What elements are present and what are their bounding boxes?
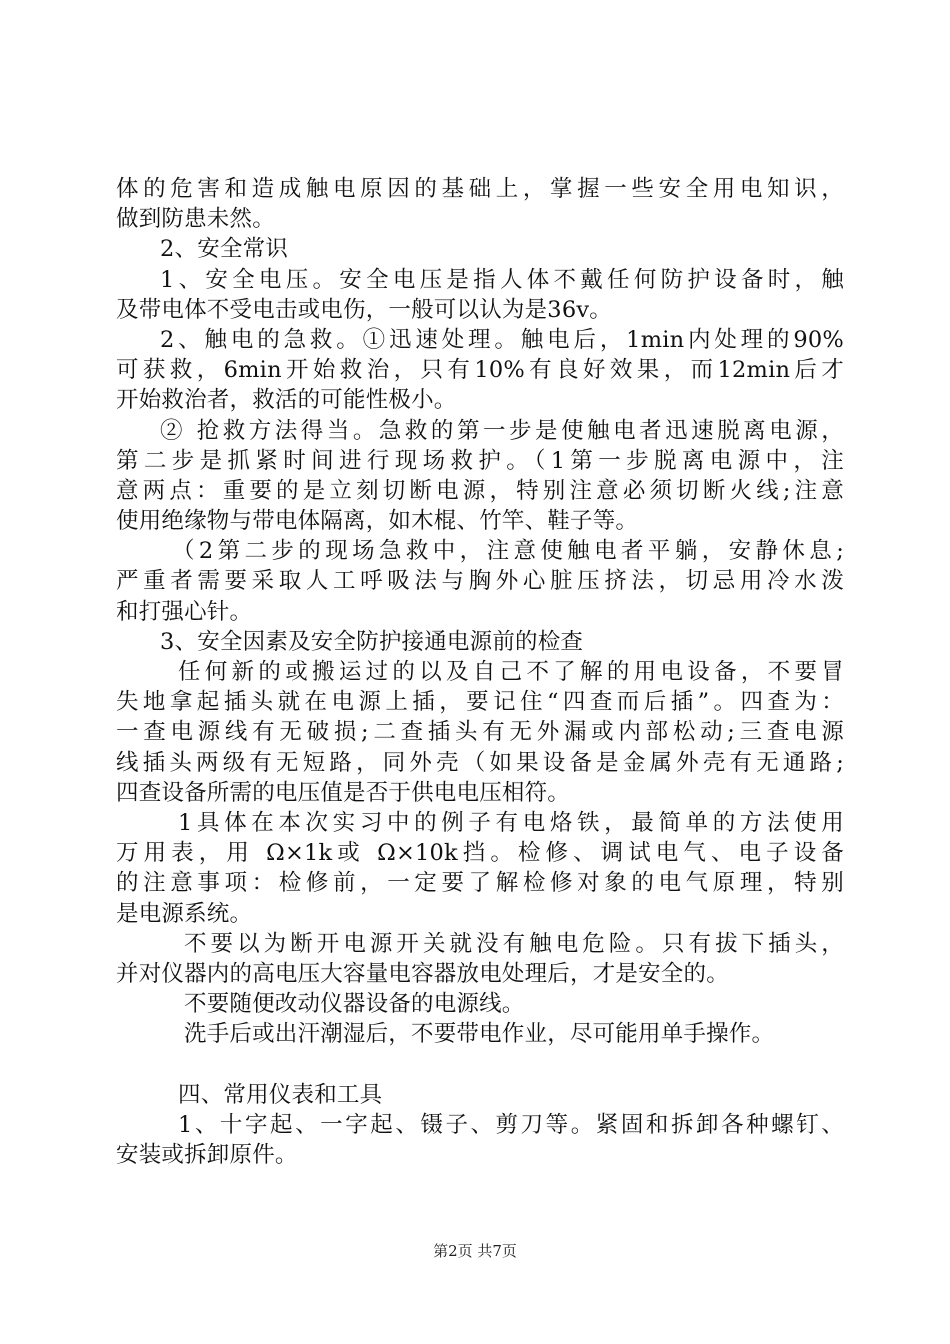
text-line: 线插头两级有无短路，同外壳（如果设备是金属外壳有无通路; [116,749,844,776]
text-line: 不要以为断开电源开关就没有触电危险。只有拔下插头， [184,930,844,957]
text-line: 一查电源线有无破损;二查插头有无外漏或内部松动;三查电源 [116,719,844,746]
text-line: 开始救治者，救活的可能性极小。 [116,387,457,414]
section-heading: 四、常用仪表和工具 [178,1081,383,1108]
text-line: （2第二步的现场急救中，注意使触电者平躺，安静休息; [172,538,844,565]
text-line: 做到防患未然。 [116,206,275,233]
text-line: 失地拿起插头就在电源上插，要记住“四查而后插”。四查为： [116,689,844,716]
text-line: 洗手后或出汗潮湿后，不要带电作业，尽可能用单手操作。 [184,1021,775,1048]
document-body [116,174,844,1170]
text-line: ② 抢救方法得当。急救的第一步是使触电者迅速脱离电源， [160,417,844,444]
text-line: 体的危害和造成触电原因的基础上，掌握一些安全用电知识， [116,176,844,202]
page-number: 第2页 共7页 [433,1242,517,1260]
text-line: 严重者需要采取人工呼吸法与胸外心脏压挤法，切忌用冷水泼 [116,568,844,595]
text-line: 万用表，用 Ω×1k或 Ω×10k挡。检修、调试电气、电子设备 [116,840,844,867]
text-line: 1具体在本次实习中的例子有电烙铁，最简单的方法使用 [178,809,844,836]
text-line: 并对仪器内的高电压大容量电容器放电处理后，才是安全的。 [116,960,729,987]
text-line: 第二步是抓紧时间进行现场救护。（1第一步脱离电源中，注 [116,447,844,474]
text-line: 及带电体不受电击或电伤，一般可以认为是36v。 [116,296,612,323]
text-line: 可获救，6min开始救治，只有10%有良好效果，而12min后才 [116,357,844,384]
text-line: 的注意事项：检修前，一定要了解检修对象的电气原理，特别 [116,870,844,897]
paragraph-gap [116,1049,844,1079]
text-line: 四查设备所需的电压值是否于供电电压相符。 [116,779,571,806]
text-line: 2、触电的急救。①迅速处理。触电后，1min内处理的90% [160,326,844,353]
text-line: 意两点：重要的是立刻切断电源，特别注意必须切断火线;注意 [116,477,844,504]
text-line: 不要随便改动仪器设备的电源线。 [184,991,525,1018]
text-line: 使用绝缘物与带电体隔离，如木棍、竹竿、鞋子等。 [116,508,639,535]
section-heading: 3、安全因素及安全防护接通电源前的检查 [160,628,584,655]
text-line: 是电源系统。 [116,900,253,927]
section-heading: 2、安全常识 [160,236,289,263]
text-line: 任何新的或搬运过的以及自己不了解的用电设备，不要冒 [178,659,844,685]
text-line: 1、十字起、一字起、镊子、剪刀等。紧固和拆卸各种螺钉、 [178,1111,844,1138]
text-line: 1、安全电压。安全电压是指人体不戴任何防护设备时，触 [160,266,844,293]
text-line: 和打强心针。 [116,598,253,625]
text-line: 安装或拆卸原件。 [116,1142,298,1168]
